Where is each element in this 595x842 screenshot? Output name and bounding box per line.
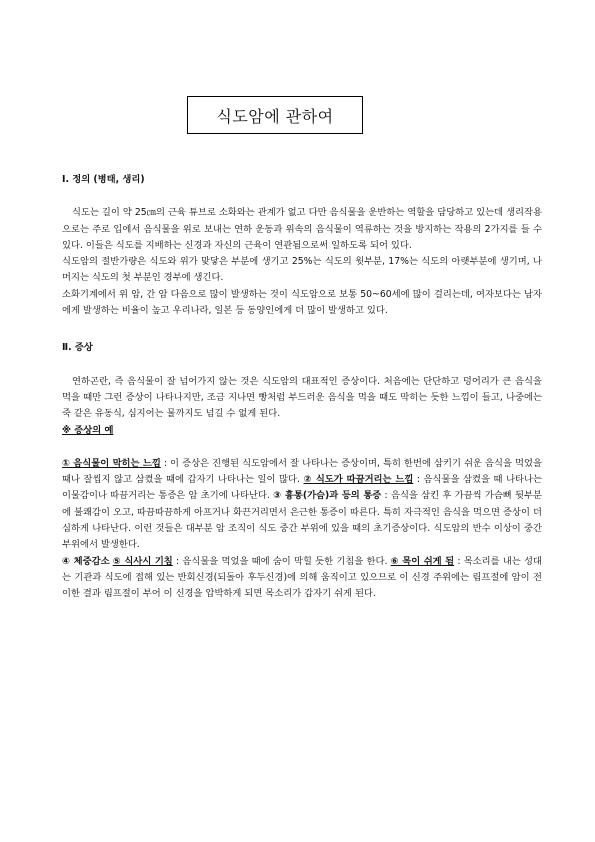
section1-paragraph-3: 소화기계에서 위 암, 간 암 다음으로 많이 발생하는 것이 식도암으로 보통 50~60세에 많이 걸리는데, 여자보다는 남자에게 발생하는 비율이 높고 우리나라, 일본 등 동양인에게 더 많이 발생하고 있다. — [62, 288, 542, 317]
symptom-examples-paragraph-2 — [62, 554, 542, 603]
symptom-6-text: : 목소리를 내는 성대는 기관과 식도에 접해 있는 반회신경(되돌아 후두신경)에 의해 움직이고 있으므로 이 신경 주위에는 림프절에 암이 전이한 결과 림프절이 부어 이 신경을 압박하게 되면 목소리가 갑자기 쉬게 된다. — [62, 555, 542, 600]
symptom-5-label: ⑤ 식사시 기침 — [112, 555, 173, 567]
symptom-3-text: : 음식을 삼킨 후 가끔씩 가슴뼈 뒷부분에 불쾌감이 오고, 따끔따끔하게 아프거나 화끈거리면서 은근한 통증이 따른다. 특히 자극적인 음식을 먹으면 증상이 더 심하게 나타난다. 이런 것들은 대부분 암 조직이 식도 중간 부위에 있을 때의 초기증상이다. 식도암의 반수 이상이 중간부위에서 발생한다. — [62, 490, 542, 551]
document-body — [62, 172, 542, 603]
symptom-1-text: : 이 증상은 진행된 식도암에서 잘 나타나는 증상이며, 특히 한번에 삼키기 쉬운 음식을 먹었을 때나 잘씹지 않고 삼켰을 때에 갑자기 나타나는 일이 많다. — [62, 457, 542, 486]
symptom-2-text: : 음식물을 삼켰을 때 나타나는 이물감이나 따끔거리는 통증은 암 초기에 나타난다. — [62, 474, 542, 502]
section2-heading: Ⅱ. 증상 — [62, 342, 93, 354]
symptom-4-label: ④ 체중감소 — [62, 555, 110, 567]
section1-heading: Ⅰ. 정의 (병태, 생리) — [62, 174, 145, 185]
section1-paragraph-2: 식도암의 절반가량은 식도와 위가 맞닿은 부분에 생기고 25%는 식도의 윗부분, 17%는 식도의 아랫부분에 생기며, 나머지는 식도의 첫 부분인 경부에 생긴다. — [62, 256, 542, 284]
symptom-examples-heading: ※ 증상의 예 — [62, 424, 114, 436]
section2-paragraph-1: 연하곤란, 즉 음식물이 잘 넘어가지 않는 것은 식도암의 대표적인 증상이다. 처음에는 단단하고 덩어리가 큰 음식을 먹을 때만 그런 증상이 나타나지만, 조금 지나면 빵처럼 부드러운 음식을 먹을 때도 막히는 듯한 느낌이 들고, 나중에는 죽 같은 유동식, 심지어는 물까지도 넘길 수 없게 된다. — [62, 375, 542, 420]
symptom-1-label: ① 음식물이 막히는 느낌 — [62, 457, 161, 469]
document-title: 식도암에 관하여 — [187, 96, 363, 134]
symptom-examples-paragraph-1 — [62, 456, 542, 554]
symptom-2-label: ② 식도가 따끔거리는 느낌 — [303, 474, 414, 486]
symptom-5-text: : 음식물을 먹었을 때에 숨이 막힐 듯한 기침을 한다. — [172, 555, 391, 567]
section1-paragraph-1: 식도는 길이 약 25㎝의 근육 튜브로 소화와는 관계가 없고 다만 음식물을 운반하는 역할을 담당하고 있는데 생리작용으로는 주로 입에서 음식물을 위로 보내는 연하 운동과 위속의 음식물이 역류하는 것을 방지하는 작용의 2가지를 들 수 있다. 이들은 식도를 지배하는 신경과 자신의 근육이 연관됨으로써 일하도록 되어 있다. — [62, 207, 542, 251]
symptom-6-label: ⑥ 목이 쉬게 됨 — [390, 555, 455, 567]
symptom-3-label: ③ 흉통(가슴)과 등의 통증 — [273, 490, 382, 502]
